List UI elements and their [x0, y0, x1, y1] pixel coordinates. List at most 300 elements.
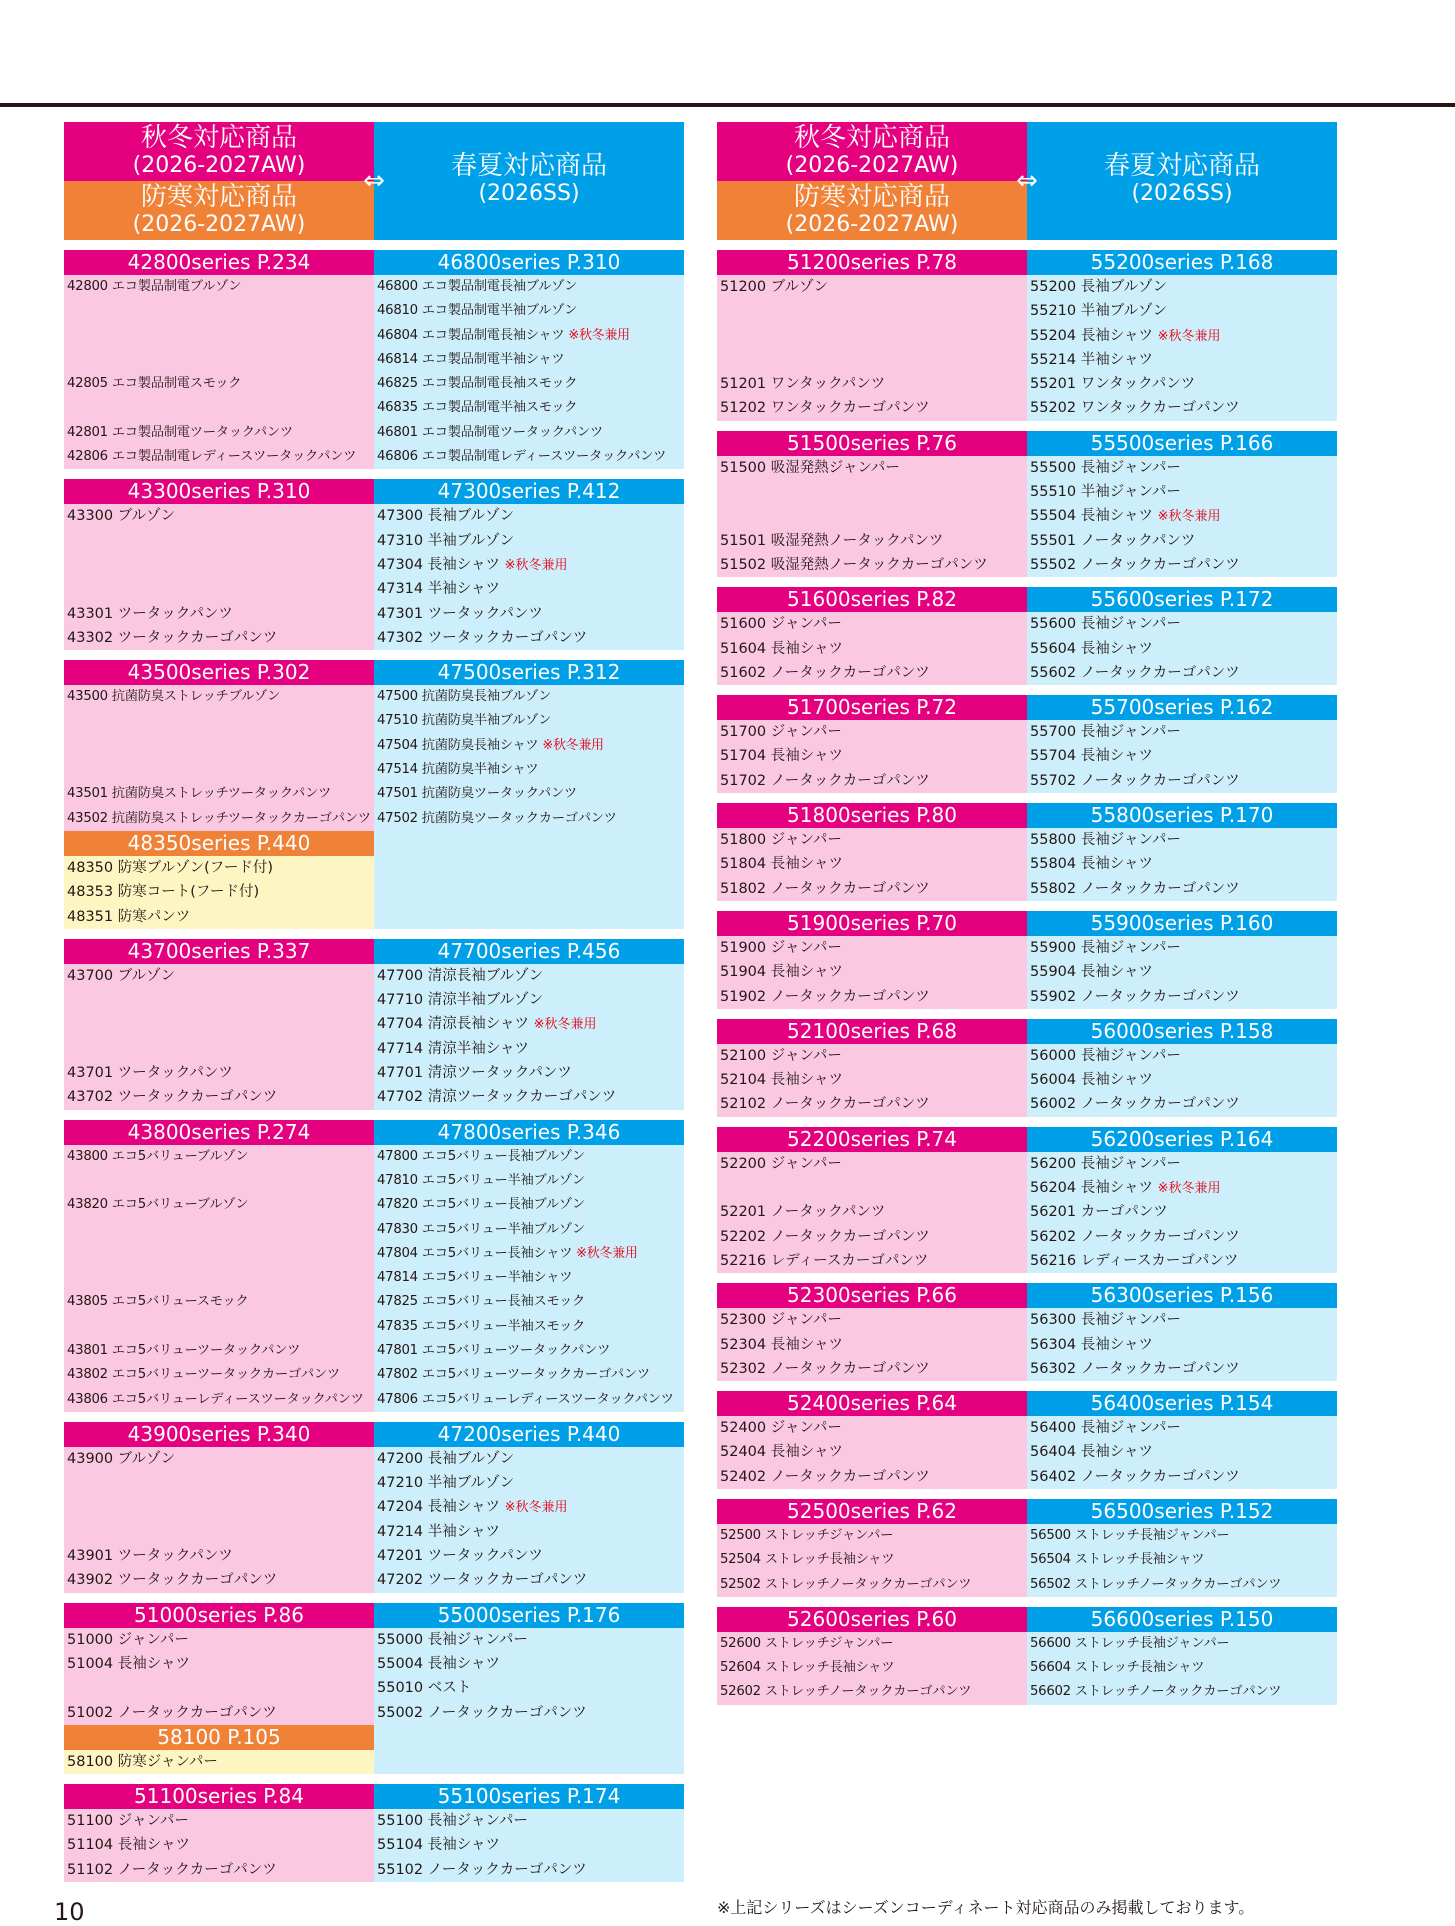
series-block — [717, 1019, 1337, 1117]
aw-header — [717, 122, 1027, 181]
aw-product-item: 43702 ツータックカーゴパンツ — [67, 1089, 278, 1106]
aw-series-title: 51900series P.70 — [717, 911, 1027, 936]
ss-product-label: 47804 エコ5バリュー長袖シャツ — [377, 1245, 577, 1261]
spacer-row — [717, 480, 1027, 504]
aw-product-item: 52200 ジャンパー — [720, 1155, 842, 1172]
bousan-product-item: 58100 防寒ジャンパー — [64, 1750, 374, 1774]
aw-series — [717, 803, 1027, 901]
autumn-winter-note: ※秋冬兼用 — [568, 327, 630, 343]
aw-product-item: 52502 ストレッチノータックカーゴパンツ — [720, 1576, 972, 1592]
spacer-row — [64, 1266, 374, 1290]
aw-series-title: 52500series P.62 — [717, 1499, 1027, 1524]
ss-product-label: 47500 抗菌防臭長袖ブルゾン — [377, 689, 552, 705]
ss-product-label: 56216 レディースカーゴパンツ — [1030, 1252, 1239, 1269]
spacer-row — [64, 709, 374, 733]
aw-series — [64, 1422, 374, 1593]
aw-product-item: 43500 抗菌防臭ストレッチブルゾン — [67, 689, 281, 705]
ss-product-label: 56400 長袖ジャンパー — [1030, 1420, 1181, 1437]
ss-product-label: 47806 エコ5バリューレディースツータックパンツ — [377, 1391, 674, 1407]
ss-series-title: 55200series P.168 — [1027, 250, 1337, 275]
ss-product-item — [374, 1858, 684, 1882]
ss-product-label: 55902 ノータックカーゴパンツ — [1030, 988, 1240, 1005]
ss-series-title: 56200series P.164 — [1027, 1127, 1337, 1152]
aw-series — [717, 1391, 1027, 1489]
ss-series — [374, 1120, 684, 1412]
ss-product-label: 46801 エコ製品制電ツータックパンツ — [377, 424, 603, 440]
aw-series-title: 43800series P.274 — [64, 1120, 374, 1145]
ss-product-label: 56602 ストレッチノータックカーゴパンツ — [1030, 1684, 1282, 1700]
series-block — [64, 939, 684, 1110]
ss-series-title: 56000series P.158 — [1027, 1019, 1337, 1044]
series-block — [64, 1784, 684, 1882]
aw-product-item: 43700 ブルゾン — [67, 967, 176, 984]
ss-product-label: 56304 長袖シャツ — [1030, 1336, 1153, 1353]
aw-product-item: 52504 ストレッチ長袖シャツ — [720, 1552, 895, 1568]
ss-product-label: 55210 半袖ブルゾン — [1030, 303, 1168, 320]
aw-series-title: 43900series P.340 — [64, 1422, 374, 1447]
ss-product-item — [374, 1085, 684, 1109]
ss-series — [374, 660, 684, 929]
ss-product-item — [374, 396, 684, 420]
ss-product-label: 47701 清涼ツータックパンツ — [377, 1065, 572, 1082]
ss-product-item — [374, 348, 684, 372]
ss-product-label: 55900 長袖ジャンパー — [1030, 939, 1181, 956]
ss-product-label: 55202 ワンタックカーゴパンツ — [1030, 400, 1240, 417]
ss-product-item — [1027, 348, 1337, 372]
ss-product-item — [1027, 985, 1337, 1009]
ss-product-item — [1027, 1249, 1337, 1273]
ss-product-item — [374, 1676, 684, 1700]
right-column — [717, 122, 1337, 1715]
ss-product-item — [374, 1218, 684, 1242]
ss-product-label: 47702 清涼ツータックカーゴパンツ — [377, 1089, 617, 1106]
autumn-winter-note: ※秋冬兼用 — [576, 1245, 638, 1261]
ss-series-title: 55800series P.170 — [1027, 803, 1337, 828]
ss-product-label: 55501 ノータックパンツ — [1030, 532, 1196, 549]
spacer-row — [64, 1242, 374, 1266]
ss-product-item — [374, 734, 684, 758]
autumn-winter-note: ※秋冬兼用 — [1157, 328, 1221, 344]
autumn-winter-note: ※秋冬兼用 — [533, 1017, 597, 1033]
ss-header-title: 春夏対応商品 — [1103, 151, 1260, 181]
ss-product-label: 47835 エコ5バリュー半袖スモック — [377, 1318, 586, 1334]
ss-product-label: 55602 ノータックカーゴパンツ — [1030, 664, 1240, 681]
ss-product-item — [374, 1061, 684, 1085]
ss-product-label: 56002 ノータックカーゴパンツ — [1030, 1096, 1240, 1113]
ss-product-label: 47830 エコ5バリュー半袖ブルゾン — [377, 1221, 585, 1237]
bousan-header-title: 防寒対応商品 — [140, 182, 297, 212]
ss-product-label: 46814 エコ製品制電半袖シャツ — [377, 351, 565, 367]
ss-product-item — [1027, 661, 1337, 685]
ss-product-item — [1027, 553, 1337, 577]
autumn-winter-note: ※秋冬兼用 — [542, 737, 604, 753]
ss-series — [1027, 1499, 1337, 1597]
aw-series — [717, 1607, 1027, 1705]
autumn-winter-note: ※秋冬兼用 — [1157, 509, 1221, 525]
ss-product-item — [1027, 1548, 1337, 1572]
ss-product-item — [374, 758, 684, 782]
ss-product-label: 55600 長袖ジャンパー — [1030, 616, 1181, 633]
ss-product-item — [374, 988, 684, 1012]
bousan-header — [64, 181, 374, 240]
ss-product-item — [1027, 852, 1337, 876]
spacer-row — [64, 324, 374, 348]
aw-product-item: 43501 抗菌防臭ストレッチツータックパンツ — [67, 786, 331, 802]
ss-product-item — [374, 1471, 684, 1495]
ss-product-item — [374, 964, 684, 988]
ss-product-label: 46800 エコ製品制電長袖ブルゾン — [377, 279, 578, 294]
aw-header-season: (2026-2027AW) — [785, 153, 959, 178]
ss-header — [374, 122, 684, 240]
ss-product-item — [374, 1652, 684, 1676]
aw-product-item: 43801 エコ5バリューツータックパンツ — [67, 1342, 301, 1358]
ss-product-item — [1027, 1044, 1337, 1068]
aw-product-item: 52102 ノータックカーゴパンツ — [720, 1096, 930, 1113]
spacer-row — [64, 1218, 374, 1242]
ss-series — [1027, 587, 1337, 685]
ss-product-label: 47710 清涼半袖ブルゾン — [377, 992, 544, 1009]
ss-product-item — [374, 299, 684, 323]
ss-product-label: 56004 長袖シャツ — [1030, 1072, 1153, 1089]
ss-product-label: 56600 ストレッチ長袖ジャンパー — [1030, 1635, 1230, 1651]
ss-product-item — [374, 372, 684, 396]
aw-product-item: 43302 ツータックカーゴパンツ — [67, 629, 278, 646]
left-column — [64, 122, 684, 1892]
ss-product-item — [1027, 1176, 1337, 1200]
ss-product-item — [374, 1447, 684, 1471]
ss-product-item — [374, 1388, 684, 1412]
aw-product-item: 52302 ノータックカーゴパンツ — [720, 1360, 930, 1377]
ss-product-item — [1027, 612, 1337, 636]
ss-series — [374, 1422, 684, 1593]
ss-product-label: 47825 エコ5バリュー長袖スモック — [377, 1294, 586, 1310]
ss-product-label: 46806 エコ製品制電レディースツータックパンツ — [377, 449, 667, 465]
ss-product-item — [1027, 637, 1337, 661]
spacer-row — [64, 577, 374, 601]
aw-product-item: 51700 ジャンパー — [720, 724, 842, 741]
ss-product-item — [374, 504, 684, 528]
aw-series — [717, 587, 1027, 685]
ss-product-item — [1027, 960, 1337, 984]
aw-series — [717, 1019, 1027, 1117]
ss-series-title: 55600series P.172 — [1027, 587, 1337, 612]
ss-product-label: 55702 ノータックカーゴパンツ — [1030, 772, 1240, 789]
aw-series — [717, 1127, 1027, 1273]
ss-product-label: 55214 半袖シャツ — [1030, 351, 1153, 368]
aw-product-item: 52100 ジャンパー — [720, 1047, 842, 1064]
ss-series-title: 55900series P.160 — [1027, 911, 1337, 936]
ss-product-label: 47502 抗菌防臭ツータックカーゴパンツ — [377, 810, 617, 826]
aw-series-title: 52100series P.68 — [717, 1019, 1027, 1044]
aw-product-item: 51104 長袖シャツ — [67, 1837, 190, 1854]
ss-product-item — [374, 275, 684, 299]
ss-product-item — [374, 1290, 684, 1314]
aw-product-item: 42801 エコ製品制電ツータックパンツ — [67, 424, 293, 440]
ss-product-item — [374, 782, 684, 806]
ss-product-label: 55100 長袖ジャンパー — [377, 1813, 528, 1830]
ss-series — [374, 1603, 684, 1774]
spacer-row — [717, 348, 1027, 372]
aw-product-item: 43800 エコ5バリューブルゾン — [67, 1148, 249, 1164]
ss-product-item — [374, 807, 684, 831]
spacer-row — [64, 1169, 374, 1193]
ss-product-item — [1027, 1225, 1337, 1249]
ss-product-label: 47814 エコ5バリュー半袖シャツ — [377, 1270, 573, 1286]
ss-product-label: 47510 抗菌防臭半袖ブルゾン — [377, 713, 552, 729]
ss-product-label: 56502 ストレッチノータックカーゴパンツ — [1030, 1576, 1282, 1592]
ss-product-label: 55800 長袖ジャンパー — [1030, 832, 1181, 849]
ss-series — [1027, 250, 1337, 421]
ss-product-label: 55504 長袖シャツ — [1030, 508, 1158, 525]
ss-product-item — [1027, 1152, 1337, 1176]
spacer-row — [64, 529, 374, 553]
ss-product-label: 55004 長袖シャツ — [377, 1655, 500, 1672]
series-block — [64, 1120, 684, 1412]
spacer-row — [64, 1315, 374, 1339]
aw-product-item: 43301 ツータックパンツ — [67, 605, 233, 622]
ss-series-title: 47700series P.456 — [374, 939, 684, 964]
aw-product-item: 52604 ストレッチ長袖シャツ — [720, 1660, 895, 1676]
series-block — [717, 250, 1337, 421]
ss-product-label: 47210 半袖ブルゾン — [377, 1475, 515, 1492]
aw-product-item: 51502 吸湿発熱ノータックカーゴパンツ — [720, 556, 988, 573]
ss-product-item — [1027, 456, 1337, 480]
spacer-row — [64, 1495, 374, 1519]
ss-product-label: 55904 長袖シャツ — [1030, 964, 1153, 981]
ss-product-label: 56201 カーゴパンツ — [1030, 1204, 1168, 1221]
aw-series — [717, 1499, 1027, 1597]
ss-product-label: 56200 長袖ジャンパー — [1030, 1155, 1181, 1172]
column-header — [64, 122, 684, 240]
ss-series — [1027, 1391, 1337, 1489]
ss-product-label: 47802 エコ5バリューツータックカーゴパンツ — [377, 1367, 650, 1383]
aw-product-item: 51604 長袖シャツ — [720, 640, 843, 657]
ss-product-item — [1027, 1573, 1337, 1597]
aw-series — [717, 250, 1027, 421]
ss-header-season: (2026SS) — [1131, 181, 1233, 206]
aw-header — [64, 122, 374, 181]
ss-product-label: 55010 ベスト — [377, 1680, 472, 1697]
ss-product-item — [1027, 744, 1337, 768]
aw-product-item: 51100 ジャンパー — [67, 1813, 189, 1830]
aw-product-item: 51200 ブルゾン — [720, 279, 829, 295]
ss-product-label: 55804 長袖シャツ — [1030, 856, 1153, 873]
aw-series — [64, 250, 374, 469]
ss-product-label: 47302 ツータックカーゴパンツ — [377, 629, 588, 646]
aw-series-title: 52200series P.74 — [717, 1127, 1027, 1152]
ss-product-label: 55002 ノータックカーゴパンツ — [377, 1704, 587, 1721]
ss-product-label: 47314 半袖シャツ — [377, 581, 500, 598]
ss-product-label: 47300 長袖ブルゾン — [377, 508, 515, 525]
ss-product-label: 47704 清涼長袖シャツ — [377, 1016, 534, 1033]
ss-product-item — [1027, 480, 1337, 504]
ss-product-label: 55700 長袖ジャンパー — [1030, 724, 1181, 741]
ss-product-label: 56000 長袖ジャンパー — [1030, 1047, 1181, 1064]
spacer-row — [64, 348, 374, 372]
ss-product-item — [374, 1242, 684, 1266]
aw-product-item: 43300 ブルゾン — [67, 508, 176, 525]
ss-product-label: 47714 清涼半袖シャツ — [377, 1040, 529, 1057]
spacer-row — [64, 1012, 374, 1036]
ss-product-label: 56500 ストレッチ長袖ジャンパー — [1030, 1527, 1230, 1543]
ss-product-item — [374, 553, 684, 577]
aw-product-item: 42800 エコ製品制電ブルゾン — [67, 279, 242, 294]
ss-product-item — [374, 685, 684, 709]
ss-series — [374, 939, 684, 1110]
aw-product-item: 51702 ノータックカーゴパンツ — [720, 772, 930, 789]
ss-product-item — [1027, 1680, 1337, 1704]
ss-product-label: 55000 長袖ジャンパー — [377, 1631, 528, 1648]
ss-series — [1027, 1127, 1337, 1273]
ss-product-item — [374, 1363, 684, 1387]
ss-product-item — [1027, 1357, 1337, 1381]
ss-series-title: 56300series P.156 — [1027, 1283, 1337, 1308]
aw-product-item: 42805 エコ製品制電スモック — [67, 376, 242, 392]
spacer-row — [64, 734, 374, 758]
ss-product-label: 55510 半袖ジャンパー — [1030, 484, 1181, 501]
ss-product-item — [1027, 324, 1337, 348]
ss-product-item — [374, 1012, 684, 1036]
spacer-row — [717, 324, 1027, 348]
aw-series-title: 52600series P.60 — [717, 1607, 1027, 1632]
aw-product-item: 52402 ノータックカーゴパンツ — [720, 1468, 930, 1485]
ss-series — [374, 1784, 684, 1882]
series-block — [717, 1283, 1337, 1381]
ss-product-item — [1027, 1333, 1337, 1357]
aw-product-item: 51201 ワンタックパンツ — [720, 376, 886, 393]
ss-product-label: 46825 エコ製品制電長袖スモック — [377, 376, 578, 392]
bousan-header — [717, 181, 1027, 240]
ss-product-label: 47801 エコ5バリューツータックパンツ — [377, 1342, 611, 1358]
ss-series — [1027, 1607, 1337, 1705]
ss-product-label: 47810 エコ5バリュー半袖ブルゾン — [377, 1172, 585, 1188]
ss-product-label: 55201 ワンタックパンツ — [1030, 376, 1196, 393]
aw-product-item: 43901 ツータックパンツ — [67, 1548, 233, 1565]
ss-series-title: 55000series P.176 — [374, 1603, 684, 1628]
ss-product-label: 55204 長袖シャツ — [1030, 327, 1158, 344]
series-block — [717, 1127, 1337, 1273]
ss-product-item — [374, 1037, 684, 1061]
ss-product-label: 56604 ストレッチ長袖シャツ — [1030, 1660, 1205, 1676]
aw-product-item: 43805 エコ5バリュースモック — [67, 1294, 249, 1310]
aw-product-item: 52201 ノータックパンツ — [720, 1204, 886, 1221]
aw-product-item: 51600 ジャンパー — [720, 616, 842, 633]
ss-series-title: 55500series P.166 — [1027, 431, 1337, 456]
aw-product-item: 51902 ノータックカーゴパンツ — [720, 988, 930, 1005]
aw-series-title: 51800series P.80 — [717, 803, 1027, 828]
ss-product-label: 46804 エコ製品制電長袖シャツ — [377, 327, 569, 343]
aw-product-item: 51704 長袖シャツ — [720, 748, 843, 765]
spacer-row — [64, 988, 374, 1012]
aw-product-item: 52304 長袖シャツ — [720, 1336, 843, 1353]
aw-product-item: 43806 エコ5バリューレディースツータックパンツ — [67, 1391, 364, 1407]
double-arrow-icon: ⇔ — [1016, 166, 1038, 196]
series-block — [717, 1391, 1337, 1489]
ss-product-label: 55500 長袖ジャンパー — [1030, 459, 1181, 476]
ss-product-item — [374, 1520, 684, 1544]
ss-series-title: 46800series P.310 — [374, 250, 684, 275]
series-block — [717, 431, 1337, 577]
aw-product-item: 43902 ツータックカーゴパンツ — [67, 1572, 278, 1589]
aw-product-item: 51800 ジャンパー — [720, 832, 842, 849]
ss-product-label: 47514 抗菌防臭半袖シャツ — [377, 762, 539, 778]
ss-series-title: 55100series P.174 — [374, 1784, 684, 1809]
top-rule — [0, 103, 1455, 107]
aw-series-title: 52400series P.64 — [717, 1391, 1027, 1416]
aw-product-item: 51202 ワンタックカーゴパンツ — [720, 400, 930, 417]
aw-product-item: 52602 ストレッチノータックカーゴパンツ — [720, 1684, 972, 1700]
ss-product-item — [374, 1315, 684, 1339]
aw-product-item: 52202 ノータックカーゴパンツ — [720, 1228, 930, 1245]
spacer-row — [717, 504, 1027, 528]
ss-product-label: 47204 長袖シャツ — [377, 1499, 505, 1516]
ss-product-item — [1027, 504, 1337, 528]
ss-product-item — [374, 529, 684, 553]
aw-series-title: 43700series P.337 — [64, 939, 374, 964]
ss-product-item — [1027, 372, 1337, 396]
ss-product-label: 55704 長袖シャツ — [1030, 748, 1153, 765]
aw-product-item: 43802 エコ5バリューツータックカーゴパンツ — [67, 1367, 340, 1383]
ss-product-item — [374, 1495, 684, 1519]
aw-series-title: 51000series P.86 — [64, 1603, 374, 1628]
ss-series-title: 56400series P.154 — [1027, 1391, 1337, 1416]
ss-product-label: 47700 清涼長袖ブルゾン — [377, 967, 544, 984]
spacer-row — [64, 1471, 374, 1495]
aw-series — [717, 911, 1027, 1009]
ss-product-label: 55502 ノータックカーゴパンツ — [1030, 556, 1240, 573]
spacer-row — [64, 553, 374, 577]
ss-header — [1027, 122, 1337, 240]
ss-product-item — [374, 421, 684, 445]
ss-product-item — [1027, 1656, 1337, 1680]
ss-product-item — [1027, 1200, 1337, 1224]
ss-product-label: 56204 長袖シャツ — [1030, 1180, 1158, 1197]
ss-product-item — [374, 1145, 684, 1169]
ss-series — [1027, 1019, 1337, 1117]
aw-series — [717, 431, 1027, 577]
ss-product-item — [1027, 1092, 1337, 1116]
aw-product-item: 42806 エコ製品制電レディースツータックパンツ — [67, 449, 357, 465]
bousan-header-season: (2026-2027AW) — [132, 212, 306, 237]
bousan-product-item: 48353 防寒コート(フード付) — [64, 880, 374, 904]
aw-product-item: 51904 長袖シャツ — [720, 964, 843, 981]
aw-series-title: 51700series P.72 — [717, 695, 1027, 720]
ss-product-item — [1027, 720, 1337, 744]
bousan-series-title: 48350series P.440 — [64, 831, 374, 856]
aw-product-item: 51804 長袖シャツ — [720, 856, 843, 873]
ss-product-label: 47504 抗菌防臭長袖シャツ — [377, 737, 543, 753]
spacer-row — [717, 1176, 1027, 1200]
aw-product-item: 43502 抗菌防臭ストレッチツータックカーゴパンツ — [67, 810, 371, 826]
ss-product-label: 47301 ツータックパンツ — [377, 605, 543, 622]
aw-series-title: 51500series P.76 — [717, 431, 1027, 456]
ss-product-item — [1027, 828, 1337, 852]
autumn-winter-note: ※秋冬兼用 — [504, 1500, 568, 1516]
aw-product-item: 51002 ノータックカーゴパンツ — [67, 1704, 277, 1721]
series-block — [64, 1422, 684, 1593]
ss-product-label: 46810 エコ製品制電半袖ブルゾン — [377, 303, 578, 319]
aw-product-item: 51102 ノータックカーゴパンツ — [67, 1861, 277, 1878]
aw-series-title: 51100series P.84 — [64, 1784, 374, 1809]
ss-product-label: 56402 ノータックカーゴパンツ — [1030, 1468, 1240, 1485]
ss-series — [1027, 695, 1337, 793]
ss-series — [1027, 1283, 1337, 1381]
ss-series-title: 47200series P.440 — [374, 1422, 684, 1447]
ss-product-label: 47501 抗菌防臭ツータックパンツ — [377, 786, 577, 802]
aw-product-item: 51602 ノータックカーゴパンツ — [720, 664, 930, 681]
ss-product-item — [1027, 1440, 1337, 1464]
series-block — [717, 695, 1337, 793]
